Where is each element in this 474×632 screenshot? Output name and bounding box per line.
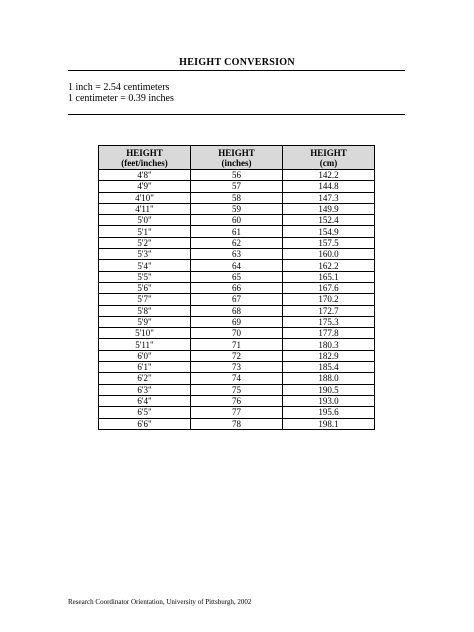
cell-cm: 172.7	[283, 305, 375, 316]
cell-feet-inches: 6'4"	[99, 395, 191, 406]
cell-feet-inches: 5'3"	[99, 249, 191, 260]
table-row	[99, 249, 375, 260]
header-unit: (inches)	[221, 157, 252, 168]
cell-feet-inches: 5'10"	[99, 328, 191, 339]
cell-inches: 65	[191, 271, 283, 282]
cell-inches: 60	[191, 215, 283, 226]
cell-cm: 162.2	[283, 260, 375, 271]
cell-feet-inches: 4'11"	[99, 203, 191, 214]
cell-cm: 170.2	[283, 294, 375, 305]
cell-feet-inches: 6'2"	[99, 373, 191, 384]
cell-inches: 77	[191, 407, 283, 418]
table-row	[99, 384, 375, 395]
table-row	[99, 350, 375, 361]
cell-inches: 62	[191, 237, 283, 248]
cell-cm: 152.4	[283, 215, 375, 226]
cell-cm: 195.6	[283, 407, 375, 418]
height-conversion-table	[98, 145, 375, 430]
cell-inches: 72	[191, 350, 283, 361]
page-title: HEIGHT CONVERSION	[179, 57, 295, 68]
cell-cm: 160.0	[283, 249, 375, 260]
cell-cm: 147.3	[283, 192, 375, 203]
cell-cm: 157.5	[283, 237, 375, 248]
cell-feet-inches: 6'3"	[99, 384, 191, 395]
table-row	[99, 407, 375, 418]
cell-cm: 188.0	[283, 373, 375, 384]
notes-divider	[68, 114, 405, 115]
cell-cm: 149.9	[283, 203, 375, 214]
header-feet-inches	[99, 146, 191, 170]
table-row	[99, 237, 375, 248]
header-title: HEIGHT	[310, 147, 347, 158]
header-inches	[191, 146, 283, 170]
cell-cm: 144.8	[283, 181, 375, 192]
cell-inches: 68	[191, 305, 283, 316]
cell-feet-inches: 5'11"	[99, 339, 191, 350]
table-row	[99, 362, 375, 373]
cell-cm: 142.2	[283, 170, 375, 181]
cell-inches: 56	[191, 170, 283, 181]
cell-inches: 70	[191, 328, 283, 339]
cell-feet-inches: 5'4"	[99, 260, 191, 271]
cell-cm: 175.3	[283, 316, 375, 327]
table-row	[99, 192, 375, 203]
cell-inches: 67	[191, 294, 283, 305]
cell-cm: 190.5	[283, 384, 375, 395]
cell-feet-inches: 4'10"	[99, 192, 191, 203]
cell-feet-inches: 6'1"	[99, 362, 191, 373]
cell-inches: 69	[191, 316, 283, 327]
table-row	[99, 316, 375, 327]
table-row	[99, 395, 375, 406]
cell-feet-inches: 5'5"	[99, 271, 191, 282]
header-unit: (feet/inches)	[121, 157, 168, 168]
cell-cm: 182.9	[283, 350, 375, 361]
table-row	[99, 373, 375, 384]
cell-cm: 180.3	[283, 339, 375, 350]
table-row	[99, 226, 375, 237]
cell-inches: 63	[191, 249, 283, 260]
header-cm	[283, 146, 375, 170]
header-unit: (cm)	[319, 157, 338, 168]
cell-inches: 73	[191, 362, 283, 373]
cell-inches: 58	[191, 192, 283, 203]
table-row	[99, 418, 375, 429]
cell-inches: 66	[191, 282, 283, 293]
table-row	[99, 339, 375, 350]
cell-feet-inches: 4'8"	[99, 170, 191, 181]
cell-inches: 64	[191, 260, 283, 271]
table-row	[99, 294, 375, 305]
table-row	[99, 282, 375, 293]
cell-inches: 75	[191, 384, 283, 395]
cell-inches: 76	[191, 395, 283, 406]
table-row	[99, 271, 375, 282]
table-row	[99, 203, 375, 214]
header-title: HEIGHT	[126, 147, 163, 158]
table-row	[99, 328, 375, 339]
cell-feet-inches: 6'0"	[99, 350, 191, 361]
conversion-notes	[68, 82, 174, 104]
cell-feet-inches: 5'0"	[99, 215, 191, 226]
cell-feet-inches: 5'6"	[99, 282, 191, 293]
cell-feet-inches: 5'7"	[99, 294, 191, 305]
note-cm-to-inch: 1 centimeter = 0.39 inches	[68, 93, 174, 104]
cell-feet-inches: 6'5"	[99, 407, 191, 418]
header-title: HEIGHT	[218, 147, 255, 158]
table-row	[99, 170, 375, 181]
top-divider	[68, 70, 405, 71]
cell-feet-inches: 6'6"	[99, 418, 191, 429]
height-table-container	[98, 145, 375, 430]
cell-cm: 185.4	[283, 362, 375, 373]
cell-feet-inches: 5'1"	[99, 226, 191, 237]
cell-cm: 198.1	[283, 418, 375, 429]
cell-cm: 167.6	[283, 282, 375, 293]
cell-inches: 61	[191, 226, 283, 237]
cell-inches: 78	[191, 418, 283, 429]
note-inch-to-cm: 1 inch = 2.54 centimeters	[68, 82, 170, 93]
table-row	[99, 260, 375, 271]
table-body	[99, 170, 375, 430]
cell-inches: 57	[191, 181, 283, 192]
footer-citation: Research Coordinator Orientation, University of Pittsburgh, 2002	[68, 598, 252, 606]
cell-feet-inches: 5'9"	[99, 316, 191, 327]
cell-cm: 193.0	[283, 395, 375, 406]
table-header-row	[99, 146, 375, 170]
cell-feet-inches: 4'9"	[99, 181, 191, 192]
cell-feet-inches: 5'8"	[99, 305, 191, 316]
cell-cm: 165.1	[283, 271, 375, 282]
cell-feet-inches: 5'2"	[99, 237, 191, 248]
table-row	[99, 181, 375, 192]
cell-cm: 177.8	[283, 328, 375, 339]
cell-inches: 59	[191, 203, 283, 214]
table-row	[99, 305, 375, 316]
table-row	[99, 215, 375, 226]
cell-inches: 74	[191, 373, 283, 384]
cell-inches: 71	[191, 339, 283, 350]
cell-cm: 154.9	[283, 226, 375, 237]
